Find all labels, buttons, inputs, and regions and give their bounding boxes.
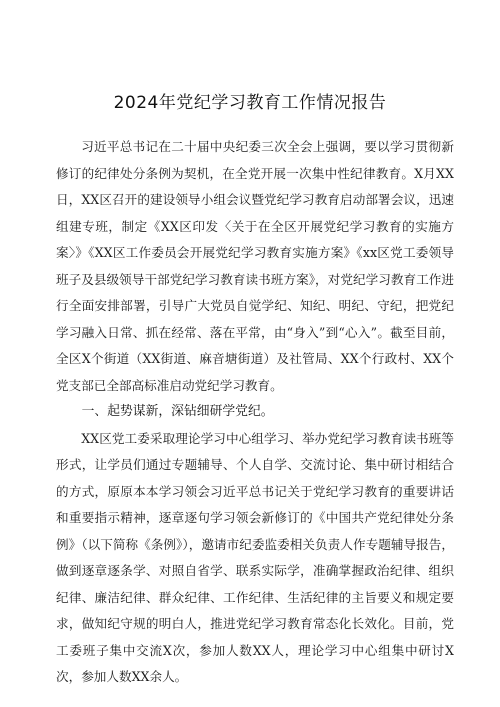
section-heading-1: 一、起势谋新，深钻细研学党纪。 <box>81 404 274 419</box>
intro-paragraph: 习近平总书记在二十届中央纪委三次全会上强调，要以学习贯彻新修订的纪律处分条例为契机，在全党开展一次集中性纪律教育。X月XX日，XX区召开的建设领导小组会议暨党纪学习教育启动部署会议，迅速组建专班，制定《XX区印发〈关于在全区开展党纪学习教育的实施方案〉》《XX区工作委员会开展党纪学习教育实施方案》《xx区党工委领导班子及县级领导干部党纪学习教育读书班方案》，对党纪学习教育工作进行全面安排部署，引导广大党员自觉学纪、知纪、明纪、守纪，把党纪学习融入日常、抓在经常、落在平常，由“身入”到“心入”。截至目前，全区X个街道（XX街道、麻音塘街道）及社管局、XX个行政村、XX个党支部已全部高标准启动党纪学习教育。 <box>56 139 454 393</box>
section-1-paragraph: XX区党工委采取理论学习中心组学习、举办党纪学习教育读书班等形式，让学员们通过专题辅导、个人自学、交流讨论、集中研讨相结合的方式，原原本本学习领会习近平总书记关于党纪学习教育的重要讲话和重要指示精神，逐章逐句学习领会新修订的《中国共产党纪律处分条例》（以下简称《条例》），邀请市纪委监委相关负责人作专题辅导报告，做到逐章逐条学、对照自省学、联系实际学，准确掌握政治纪律、组织纪律、廉洁纪律、群众纪律、工作纪律、生活纪律的主旨要义和规定要求，做知纪守规的明白人，推进党纪学习教育常态化长效化。目前，党工委班子集中交流X次，参加人数XX人，理论学习中心组集中研讨X次，参加人数XX余人。 <box>56 430 454 684</box>
document-body <box>56 134 454 691</box>
document-title: 2024年党纪学习教育工作情况报告 <box>113 93 387 113</box>
